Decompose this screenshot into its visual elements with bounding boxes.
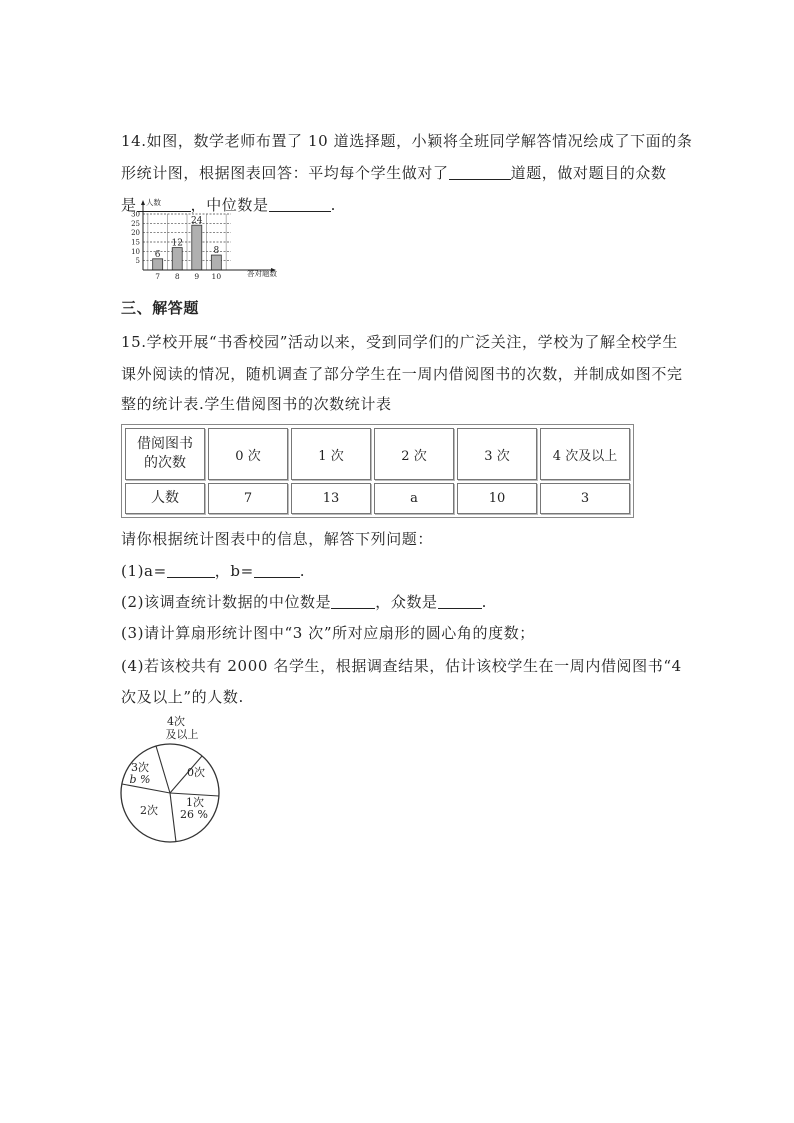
chart-y-tick-label: 10 <box>131 247 140 256</box>
chart-y-tick-label: 15 <box>131 238 140 247</box>
table-column-header: 2 次 <box>374 428 454 480</box>
chart-data-label: 8 <box>213 246 220 257</box>
q15-line3: 整的统计表.学生借阅图书的次数统计表 <box>121 395 392 413</box>
table-cell: 10 <box>457 483 537 514</box>
q15-line2: 课外阅读的情况，随机调查了部分学生在一周内借阅图书的次数，并制成如图不完 <box>121 365 683 383</box>
q14-line2 <box>121 163 667 183</box>
pie-label-4-times-line1: 4次 <box>167 715 185 728</box>
answer-blank-a[interactable] <box>167 562 215 578</box>
pie-label-1-time-line1: 1次 <box>186 796 204 809</box>
pie-label-3-times-line1: 3次 <box>131 761 149 774</box>
q15-part1-text-c: . <box>299 562 306 580</box>
q15-part3: (3)请计算扇形统计图中“3 次”所对应扇形的圆心角的度数； <box>121 624 535 642</box>
q15-part4-line2: 次及以上”的人数. <box>121 688 244 706</box>
table-column-header: 0 次 <box>208 428 288 480</box>
chart-bar <box>172 248 182 270</box>
chart-data-label: 6 <box>154 249 161 260</box>
table-column-header: 1 次 <box>291 428 371 480</box>
borrow-count-table <box>121 424 634 518</box>
chart-y-axis-label: 人数 <box>146 198 161 207</box>
q15-prompt: 请你根据统计图表中的信息，解答下列问题： <box>121 530 434 548</box>
chart-y-tick-label: 25 <box>131 219 140 228</box>
q14-line3-text-a: 是 <box>121 196 137 214</box>
answer-blank-q15-mode[interactable] <box>438 593 482 609</box>
q15-part1-text-b: ，b= <box>214 562 254 580</box>
q14-line1: 14.如图，数学老师布置了 10 道选择题，小颖将全班同学解答情况绘成了下面的条 <box>121 132 693 150</box>
q14-line2-text-b: 道题，做对题目的众数 <box>510 164 667 182</box>
table-header-label-line1: 借阅图书 <box>137 436 193 452</box>
chart-bar <box>192 225 202 270</box>
answer-blank-b[interactable] <box>254 562 300 578</box>
q15-part2 <box>121 592 487 612</box>
bar-chart <box>121 198 283 280</box>
q14-line3-text-b: ，中位数是 <box>190 196 269 214</box>
q15-part2-text-a: (2)该调查统计数据的中位数是 <box>121 593 332 611</box>
table-cell: 7 <box>208 483 288 514</box>
table-column-header: 3 次 <box>457 428 537 480</box>
q14-line3-text-c: . <box>330 196 336 214</box>
q15-line1: 15.学校开展“书香校园”活动以来，受到同学们的广泛关注，学校为了解全校学生 <box>121 333 678 351</box>
chart-x-tick-label: 7 <box>155 272 161 280</box>
table-header-label <box>125 428 205 480</box>
chart-y-tick-label: 30 <box>131 210 140 219</box>
q15-part2-text-c: . <box>481 593 488 611</box>
chart-bar <box>153 259 163 270</box>
chart-y-tick-label: 5 <box>135 257 140 266</box>
table-cell: 13 <box>291 483 371 514</box>
chart-data-label: 12 <box>171 238 183 249</box>
section-heading: 三、解答题 <box>121 299 200 317</box>
chart-bar <box>211 255 221 270</box>
pie-label-0-times: 0次 <box>187 766 205 779</box>
table-cell: a <box>374 483 454 514</box>
chart-y-axis-arrow <box>141 200 145 205</box>
chart-x-tick-label: 9 <box>194 272 200 280</box>
pie-label-2-times: 2次 <box>140 804 158 817</box>
chart-data-label: 24 <box>191 216 203 227</box>
q15-part2-text-b: ，众数是 <box>375 593 438 611</box>
q15-part1-text-a: (1)a= <box>121 562 167 580</box>
pie-chart <box>118 714 224 844</box>
q15-part4-line1: (4)若该校共有 2000 名学生，根据调查结果，估计该校学生在一周内借阅图书“4 <box>121 657 682 675</box>
answer-blank-q15-median[interactable] <box>331 593 375 609</box>
q14-line2-text-a: 形统计图，根据图表回答：平均每个学生做对了 <box>121 164 449 182</box>
chart-x-axis-label: 答对题数 <box>247 269 277 278</box>
pie-label-4-times-line2: 及以上 <box>165 728 199 741</box>
chart-x-tick-label: 10 <box>211 272 222 280</box>
chart-x-tick-label: 8 <box>174 272 180 280</box>
table-cell: 3 <box>540 483 630 514</box>
table-row-label: 人数 <box>125 483 205 514</box>
chart-y-tick-label: 20 <box>131 229 140 238</box>
pie-label-3-times-line2: b % <box>129 773 151 786</box>
answer-blank-average[interactable] <box>449 164 511 180</box>
q15-part1 <box>121 561 305 581</box>
table-header-label-line2: 的次数 <box>144 455 186 471</box>
table-column-header: 4 次及以上 <box>540 428 630 480</box>
pie-label-1-time-line2: 26 % <box>180 808 208 821</box>
